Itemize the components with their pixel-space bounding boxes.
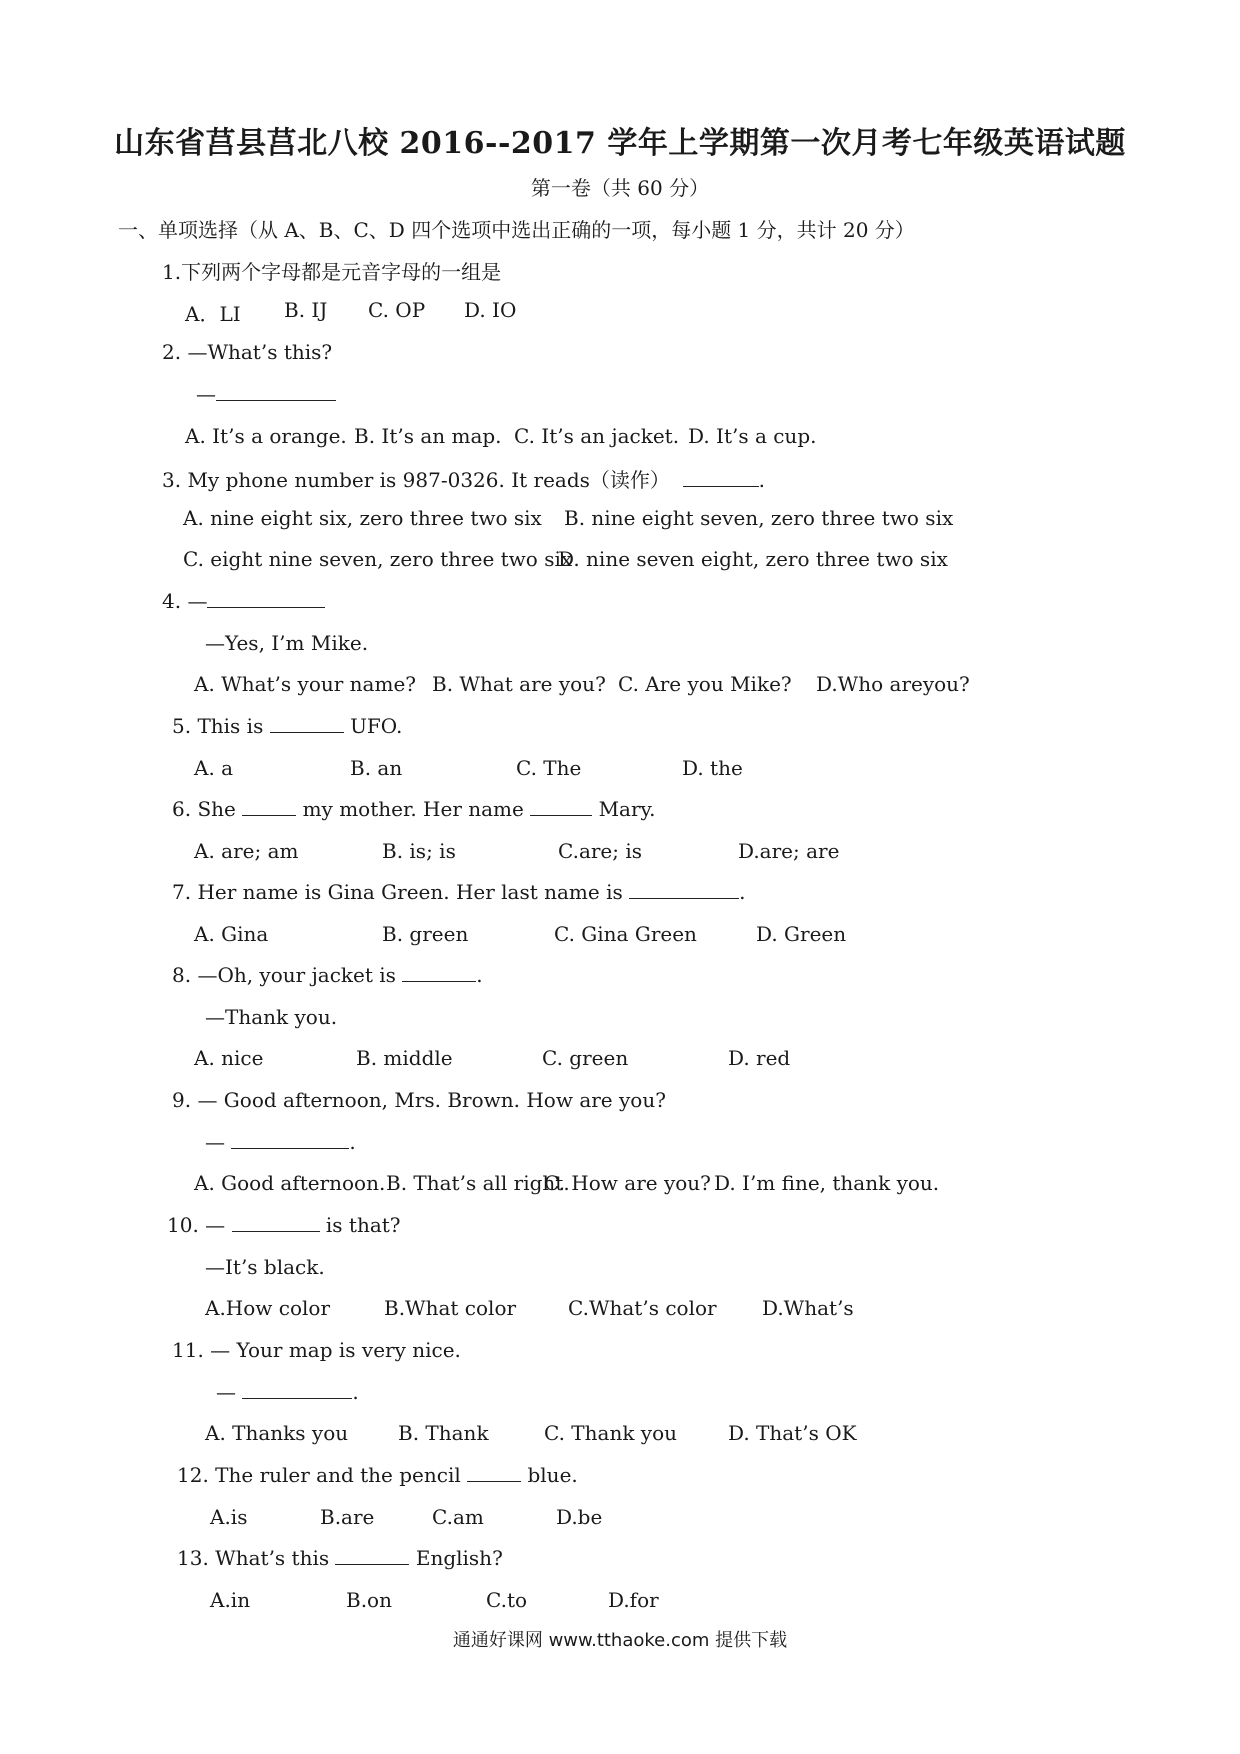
question-10-option-d: D.What’s	[762, 1296, 854, 1320]
question-4-option-d: D.Who areyou?	[816, 672, 970, 696]
question-2-option-b: B. It’s an map.	[354, 424, 502, 448]
question-5-option-a: A. a	[194, 756, 234, 780]
answer-blank	[629, 880, 739, 899]
question-11-reply: — .	[216, 1380, 359, 1404]
question-10-option-a: A.How color	[205, 1296, 330, 1320]
question-4-stem: 4. —	[162, 589, 325, 613]
question-8-reply: —Thank you.	[205, 1005, 338, 1029]
question-13-option-a: A.in	[210, 1588, 251, 1612]
question-3-option-d: D. nine seven eight, zero three two six	[558, 547, 948, 571]
question-13-stem: 13. What’s this English?	[177, 1546, 503, 1570]
question-1-option-a: A．LI	[185, 302, 241, 326]
question-8-option-d: D. red	[728, 1046, 791, 1070]
question-7-stem: 7. Her name is Gina Green. Her last name is .	[172, 880, 746, 904]
question-8-option-a: A. nice	[194, 1046, 264, 1070]
question-7-option-d: D. Green	[756, 922, 847, 946]
question-7-option-c: C. Gina Green	[554, 922, 697, 946]
question-4-reply: —Yes, I’m Mike.	[205, 631, 369, 655]
exam-subtitle: 第一卷（共 60 分）	[530, 176, 710, 200]
question-13-option-b: B.on	[346, 1588, 392, 1612]
question-10-option-c: C.What’s color	[568, 1296, 717, 1320]
answer-blank	[216, 382, 336, 401]
question-8-option-c: C. green	[542, 1046, 629, 1070]
question-13-option-c: C.to	[486, 1588, 528, 1612]
answer-blank	[242, 797, 296, 816]
question-9-option-a: A. Good afternoon.	[194, 1171, 386, 1195]
question-12-stem: 12. The ruler and the pencil blue.	[177, 1463, 578, 1487]
question-5-stem: 5. This is UFO.	[172, 714, 403, 738]
question-3-option-a: A. nine eight six, zero three two six	[183, 506, 542, 530]
question-9-stem: 9. — Good afternoon, Mrs. Brown. How are you?	[172, 1088, 666, 1112]
question-3-option-b: B. nine eight seven, zero three two six	[564, 506, 954, 530]
question-6-option-d: D.are; are	[738, 839, 840, 863]
question-7-option-a: A. Gina	[194, 922, 269, 946]
question-3-option-c: C. eight nine seven, zero three two six	[183, 547, 573, 571]
question-8-stem: 8. —Oh, your jacket is .	[172, 963, 483, 987]
section-heading: 一、单项选择（从 A、B、C、D 四个选项中选出正确的一项，每小题 1 分，共计 20 分）	[118, 218, 915, 242]
question-4-option-b: B. What are you?	[432, 672, 606, 696]
question-2-option-a: A. It’s a orange.	[185, 424, 347, 448]
question-11-stem: 11. — Your map is very nice.	[172, 1338, 461, 1362]
answer-blank	[207, 589, 325, 608]
question-8-option-b: B. middle	[356, 1046, 453, 1070]
question-6-stem: 6. She my mother. Her name Mary.	[172, 797, 656, 821]
question-3-stem: 3. My phone number is 987-0326. It reads（读作） .	[162, 468, 765, 492]
question-6-option-a: A. are; am	[194, 839, 299, 863]
answer-blank	[231, 1130, 349, 1149]
question-4-option-a: A. What’s your name?	[194, 672, 417, 696]
question-6-option-c: C.are; is	[558, 839, 643, 863]
question-11-option-b: B. Thank	[398, 1421, 489, 1445]
question-11-option-d: D. That’s OK	[728, 1421, 857, 1445]
question-5-option-d: D. the	[682, 756, 743, 780]
question-5-option-c: C. The	[516, 756, 582, 780]
question-11-option-a: A. Thanks you	[205, 1421, 349, 1445]
question-1-option-c: C. OP	[368, 298, 426, 322]
question-10-stem: 10. — is that?	[167, 1213, 401, 1237]
answer-blank	[683, 468, 759, 487]
question-9-option-b: B. That’s all right.	[386, 1171, 570, 1195]
question-2-reply: —	[196, 382, 336, 406]
question-10-option-b: B.What color	[384, 1296, 517, 1320]
question-1-option-b: B. IJ	[284, 298, 328, 322]
question-10-reply: —It’s black.	[205, 1255, 325, 1279]
question-12-option-d: D.be	[556, 1505, 603, 1529]
answer-blank	[467, 1463, 521, 1482]
question-6-option-b: B. is; is	[382, 839, 456, 863]
question-9-option-d: D. I’m fine, thank you.	[714, 1171, 940, 1195]
question-4-option-c: C. Are you Mike?	[618, 672, 792, 696]
question-12-option-a: A.is	[210, 1505, 248, 1529]
answer-blank	[530, 797, 592, 816]
page-footer: 通通好课网 www.tthaoke.com 提供下载	[452, 1630, 788, 1651]
question-9-reply: — .	[205, 1130, 356, 1154]
question-2-option-d: D. It’s a cup.	[688, 424, 817, 448]
question-13-option-d: D.for	[608, 1588, 659, 1612]
question-2-stem: 2. —What’s this?	[162, 340, 333, 364]
answer-blank	[402, 963, 476, 982]
question-5-option-b: B. an	[350, 756, 403, 780]
answer-blank	[232, 1213, 320, 1232]
question-1-stem: 1.下列两个字母都是元音字母的一组是	[162, 260, 502, 284]
answer-blank	[270, 714, 344, 733]
question-12-option-c: C.am	[432, 1505, 484, 1529]
answer-blank	[335, 1546, 409, 1565]
exam-title: 山东省莒县莒北八校 2016--2017 学年上学期第一次月考七年级英语试题	[114, 126, 1126, 161]
question-7-option-b: B. green	[382, 922, 469, 946]
question-11-option-c: C. Thank you	[544, 1421, 678, 1445]
question-1-option-d: D. IO	[464, 298, 517, 322]
question-2-option-c: C. It’s an jacket.	[514, 424, 680, 448]
question-12-option-b: B.are	[320, 1505, 375, 1529]
question-9-option-c: C. How are you?	[544, 1171, 711, 1195]
answer-blank	[242, 1380, 352, 1399]
